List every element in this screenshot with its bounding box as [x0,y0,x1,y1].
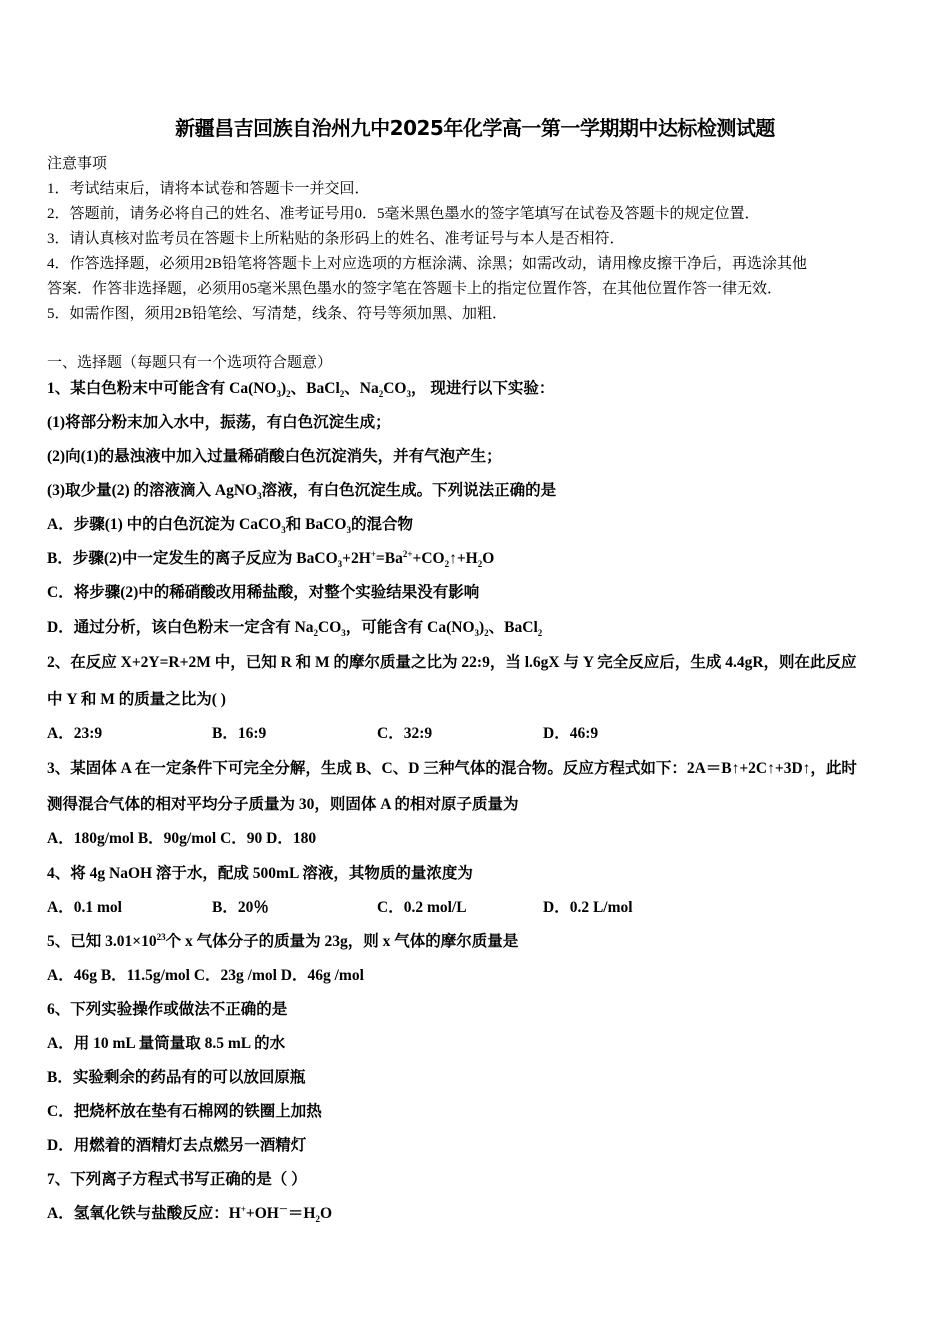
question-stem [47,997,287,1019]
note-item [47,177,370,198]
question-line [47,1099,322,1121]
text-segment: C．将步骤(2)中的稀硝酸改用稀盐酸，对整个实验结果没有影响 [47,584,480,601]
text-segment: 3、某固体 A 在一定条件下可完全分解，生成 B、C、D 三种气体的混合物。反应方程式如下：2A＝B↑+2C↑+3D↑，此时 [47,760,857,777]
question-line [47,1133,306,1155]
text-segment: B．实验剩余的药品有的可以放回原瓶 [47,1069,306,1086]
text-segment: 答案．作答非选择题，必须用05毫米黑色墨水的签字笔在答题卡上的指定位置作答，在其他位置作答一律无效． [47,281,783,297]
text-segment: 测得混合气体的相对平均分子质量为 30，则固体 A 的相对原子质量为 [47,796,519,813]
answer-option: A．23:9 [47,725,103,742]
answer-option: A．0.1 mol [47,899,122,916]
text-segment: 和 BaCO [285,516,347,533]
text-segment: 个 x 气体分子的质量为 23g，则 x 气体的摩尔质量是 [165,933,519,950]
text-segment: 、Na [344,380,379,397]
question-line [47,580,479,602]
text-segment: D．用燃着的酒精灯去点燃另一酒精灯 [47,1137,307,1154]
text-segment: CO [318,619,342,636]
text-segment: 5．如需作图，须用2B铅笔绘、写清楚，线条、符号等须加黑、加粗． [47,306,508,322]
answer-option: D．0.2 L/mol [543,899,633,916]
text-segment: (1)将部分粉末加入水中，振荡，有白色沉淀生成； [47,414,391,431]
question-line [47,792,518,814]
question-line [47,478,556,500]
text-segment: ) [479,619,485,636]
text-segment: 3．请认真核对监考员在答题卡上所粘贴的条形码上的姓名、准考证号与本人是否相符． [47,231,625,247]
question-line [47,615,542,637]
text-segment: CO [383,380,407,397]
text-segment: 3 [341,628,346,639]
text-segment: A．氢氧化铁与盐酸反应：H [47,1205,241,1222]
text-segment: 6、下列实验操作或做法不正确的是 [47,1001,288,1018]
text-segment: 2 [313,628,319,639]
text-segment: 3 [281,525,286,536]
text-segment: + [240,1203,246,1214]
note-item [47,277,782,298]
note-item [47,202,760,223]
text-segment: +OH [245,1205,279,1222]
text-segment: +2H [342,550,371,567]
text-segment: ↑+H [449,550,478,567]
text-segment: 的混合物 [350,516,413,533]
text-segment: 2 [484,628,489,639]
text-segment: 2+ [402,548,413,559]
answer-option: C．0.2 mol/L [377,899,467,916]
text-segment: A．46g B．11.5g/mol C．23g /mol D．46g /mol [47,967,364,984]
question-line [47,826,316,848]
text-segment: 3 [406,389,411,400]
text-segment: 4、将 4g NaOH 溶于水，配成 500mL 溶液，其物质的量浓度为 [47,865,473,882]
text-segment: 3 [474,628,479,639]
text-segment: 溶液，有白色沉淀生成。下列说法正确的是 [261,482,557,499]
text-segment: ＝H [287,1205,316,1222]
question-line [47,1065,305,1087]
text-segment: 3 [276,389,281,400]
text-segment: 4．作答选择题，必须用2B铅笔将答题卡上对应选项的方框涂满、涂黑；如需改动，请用橡皮擦干净后，再选涂其他 [47,256,808,272]
text-segment: ， 现进行以下实验： [410,380,555,397]
question-stem [47,756,857,778]
text-segment: + [370,548,376,559]
text-segment: +CO [412,550,445,567]
question-line [47,546,494,568]
text-segment: ，可能含有 Ca(NO [345,619,475,636]
text-segment: 2 [477,559,483,570]
question-stem [47,929,518,951]
text-segment: 3 [337,559,343,570]
question-stem [47,376,554,398]
answer-option: B．20％ [212,899,269,916]
note-item [47,227,625,248]
text-segment: 1、某白色粉末中可能含有 Ca(NO [47,380,277,397]
text-segment: =Ba [375,550,403,567]
text-segment: 2 [339,389,345,400]
question-line [47,512,413,534]
answer-option: D．46:9 [543,725,599,742]
text-segment: 2、在反应 X+2Y=R+2M 中，已知 R 和 M 的摩尔质量之比为 22:9，当 l.6gX 与 Y 完全反应后，生成 4.4gR，则在此反应 [47,654,857,671]
text-segment: 3 [346,525,351,536]
text-segment: O [482,550,495,567]
text-segment: 、BaCl [488,619,538,636]
text-segment: 3 [257,491,262,502]
question-stem [47,650,857,672]
text-segment: 2 [315,1214,320,1225]
note-item [47,252,807,273]
text-segment: ) [280,380,287,397]
text-segment: 、BaCl [290,380,340,397]
text-segment: A．用 10 mL 量筒量取 8.5 mL 的水 [47,1035,286,1052]
text-segment: 2 [286,389,291,400]
text-segment: 2 [378,389,384,400]
answer-option: C．32:9 [377,725,433,742]
text-segment: (3)取少量(2) 的溶液滴入 AgNO [47,482,258,499]
question-stem [47,1167,307,1189]
text-segment: 2 [444,559,450,570]
text-segment: 注意事项 [47,156,108,172]
text-segment: D．通过分析，该白色粉末一定含有 Na [47,619,314,636]
text-segment: 中 Y 和 M 的质量之比为( ) [47,691,226,708]
question-line [47,687,226,709]
text-segment: － [278,1203,288,1214]
text-segment: (2)向(1)的悬浊液中加入过量稀硝酸白色沉淀消失，并有气泡产生； [47,448,502,465]
text-segment: 23 [156,931,166,942]
text-segment: 5、已知 3.01×10 [47,933,157,950]
section-heading [47,351,332,372]
question-line [47,410,391,432]
text-segment: 7、下列离子方程式书写正确的是（ ） [47,1171,307,1188]
question-line [47,1201,332,1223]
text-segment: 2 [537,628,543,639]
note-item [47,302,507,323]
text-segment: C．把烧杯放在垫有石棉网的铁圈上加热 [47,1103,322,1120]
text-segment: 2．答题前，请务必将自己的姓名、准考证号用0．5毫米黑色墨水的签字笔填写在试卷及答题卡的规定位置． [47,206,760,222]
notes-heading [47,152,107,173]
question-stem [47,861,473,883]
question-line [47,963,364,985]
text-segment: A．步骤(1) 中的白色沉淀为 CaCO [47,516,282,533]
text-segment: 一、选择题（每题只有一个选项符合题意） [47,355,333,371]
question-line [47,1031,285,1053]
text-segment: 1．考试结束后，请将本试卷和答题卡一并交回． [47,181,370,197]
answer-option: B．16:9 [212,725,267,742]
text-segment: B．步骤(2)中一定发生的离子反应为 BaCO [47,550,338,567]
page-title: 新疆昌吉回族自治州九中2025年化学高一第一学期期中达标检测试题 [175,116,775,140]
text-segment: O [319,1205,332,1222]
question-line [47,444,502,466]
text-segment: A．180g/mol B．90g/mol C．90 D．180 [47,830,317,847]
